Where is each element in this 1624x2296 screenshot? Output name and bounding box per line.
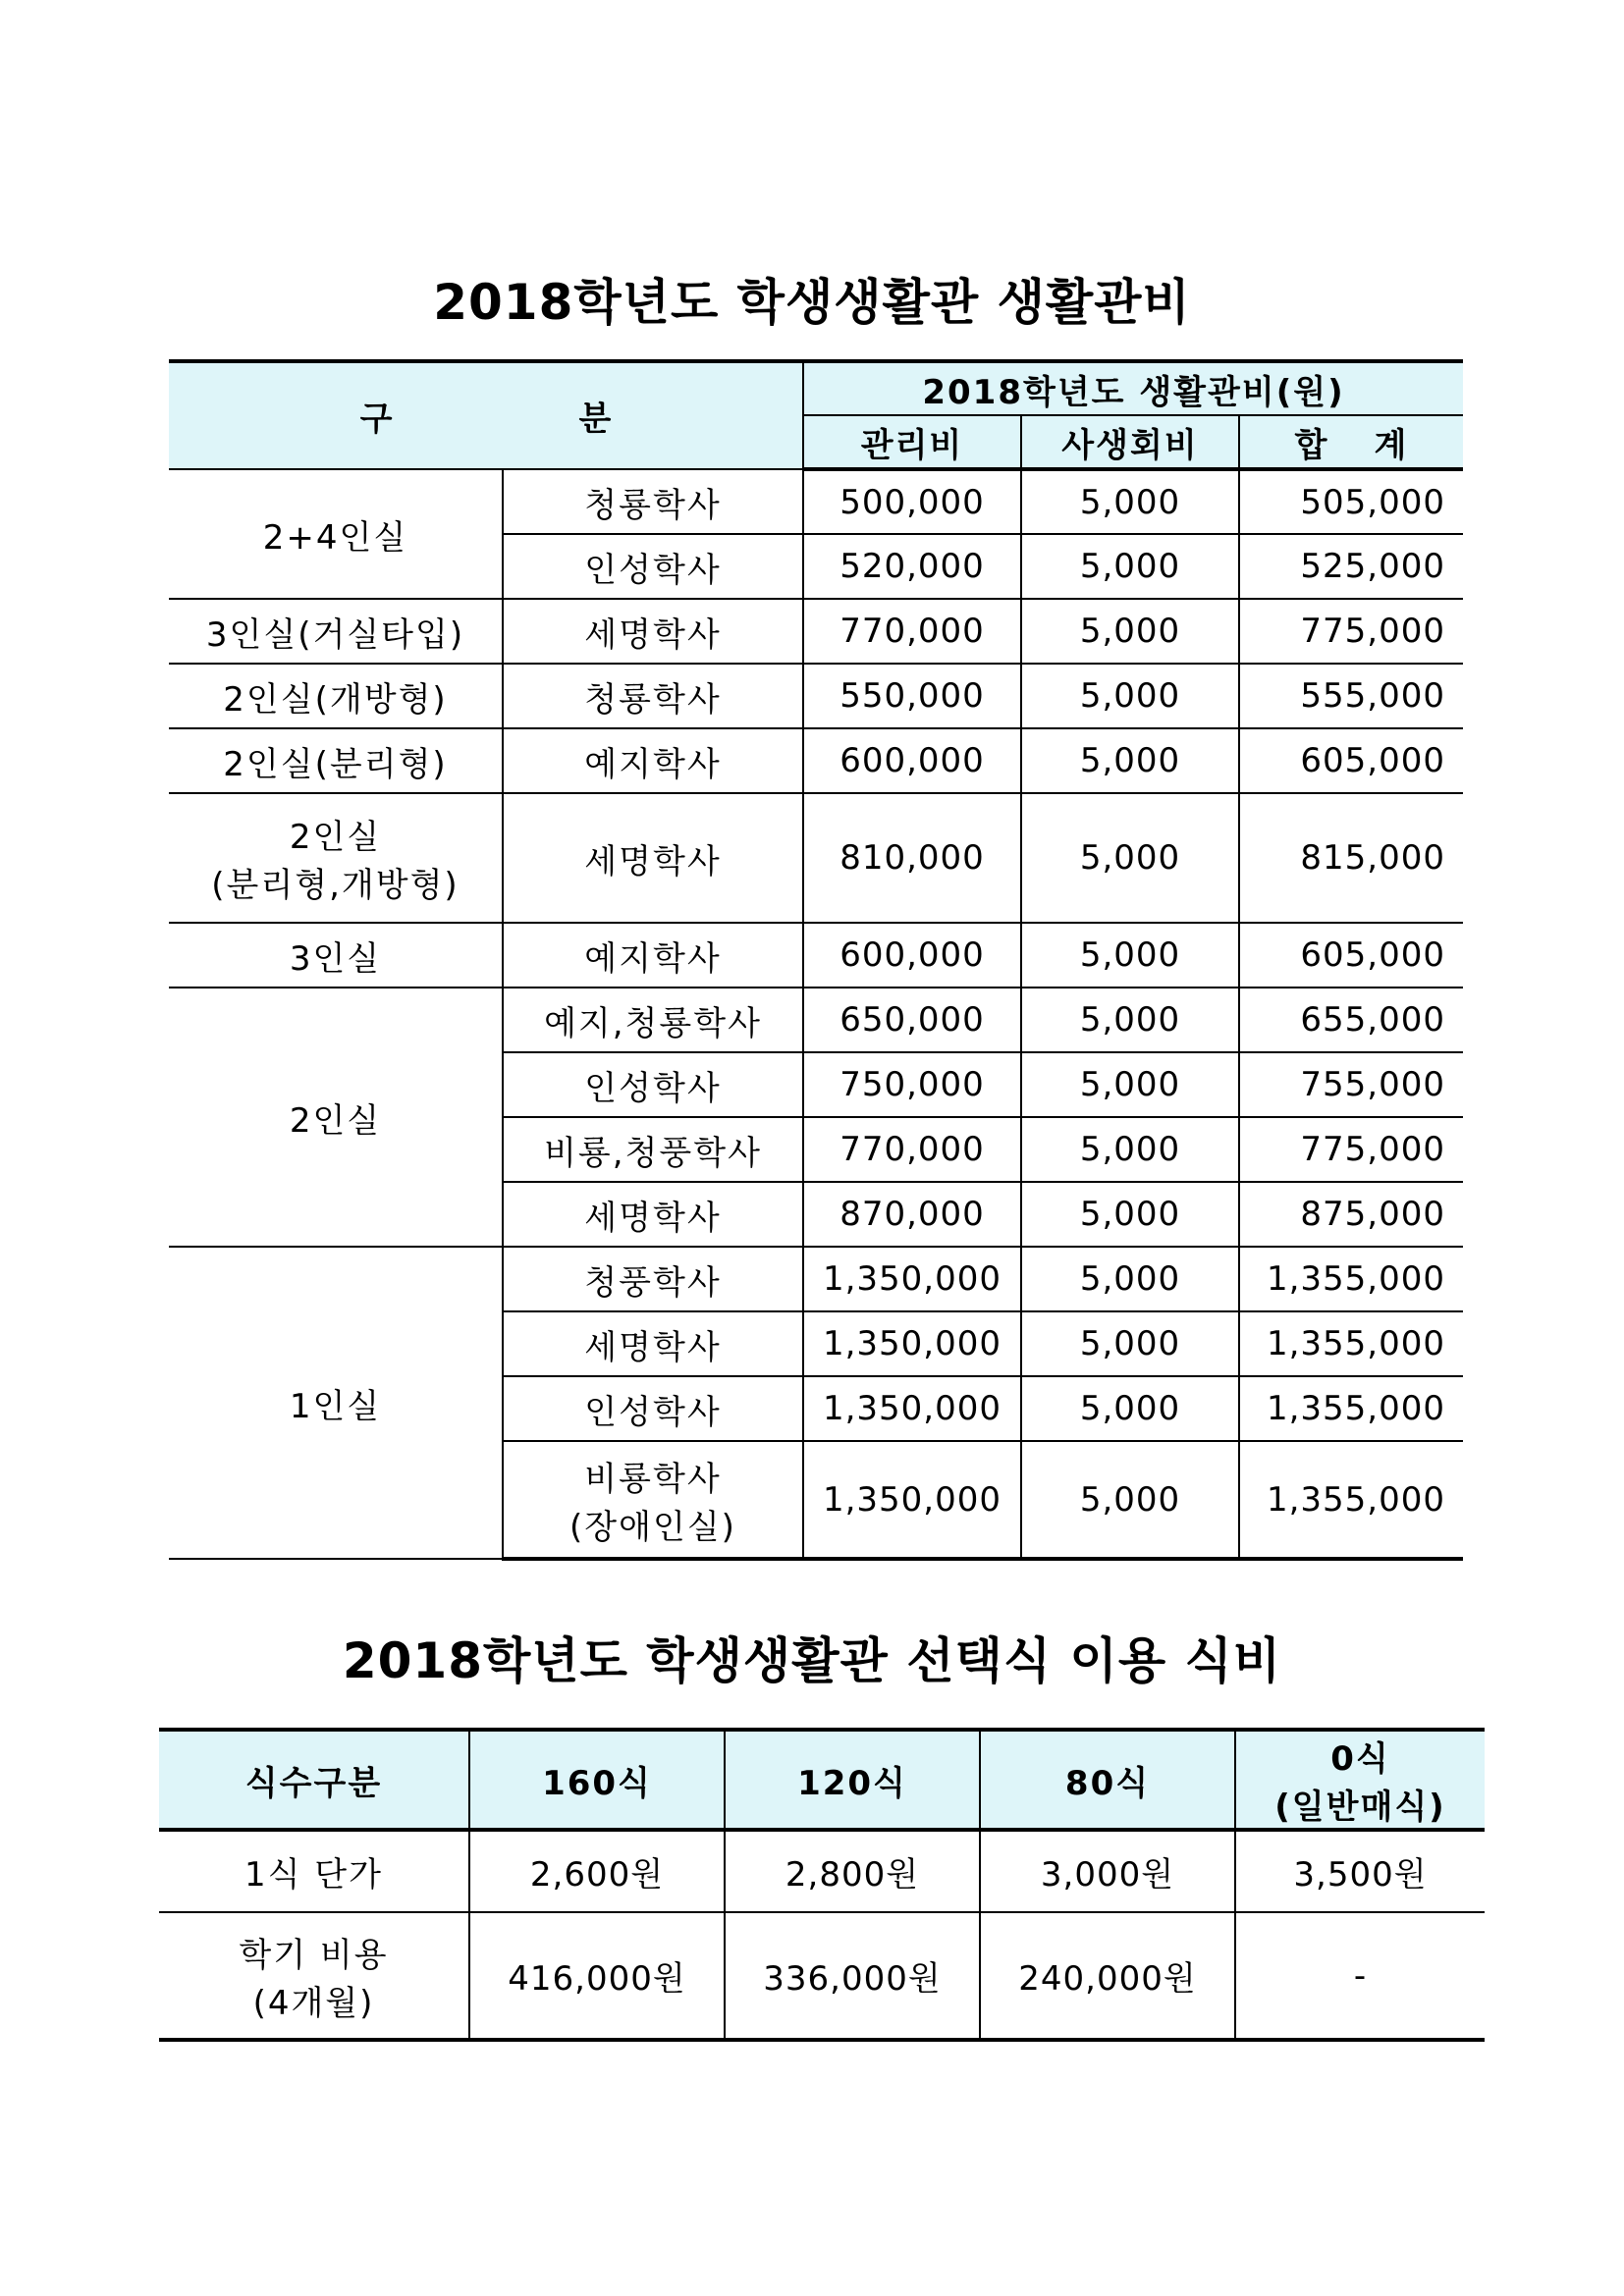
room-type: 1인실 <box>169 1247 503 1559</box>
table-row <box>169 923 1463 988</box>
total-fee: 1,355,000 <box>1239 1441 1463 1559</box>
header-160-meals: 160식 <box>469 1730 725 1830</box>
student-council-fee: 5,000 <box>1021 1182 1239 1247</box>
management-fee: 550,000 <box>803 664 1021 728</box>
room-type: 2인실 <box>169 988 503 1247</box>
meal-cost-table <box>159 1728 1485 2042</box>
header-category: 구 분 <box>169 361 803 469</box>
management-fee: 500,000 <box>803 469 1021 534</box>
student-council-fee: 5,000 <box>1021 1117 1239 1182</box>
total-fee: 525,000 <box>1239 534 1463 599</box>
header-0-meals: 0식 (일반매식) <box>1235 1730 1485 1830</box>
unit-price-120: 2,800원 <box>725 1830 980 1912</box>
total-fee: 1,355,000 <box>1239 1311 1463 1376</box>
unit-price-label: 1식 단가 <box>159 1830 469 1912</box>
total-fee: 505,000 <box>1239 469 1463 534</box>
table-row <box>169 664 1463 728</box>
table-row <box>169 599 1463 664</box>
room-type: 3인실 <box>169 923 503 988</box>
dorm-name: 예지,청룡학사 <box>503 988 803 1052</box>
dorm-name: 인성학사 <box>503 534 803 599</box>
semester-cost-160: 416,000원 <box>469 1912 725 2040</box>
dorm-name: 청풍학사 <box>503 1247 803 1311</box>
management-fee: 1,350,000 <box>803 1311 1021 1376</box>
management-fee: 1,350,000 <box>803 1376 1021 1441</box>
dormitory-fee-table <box>169 359 1463 1561</box>
header-fee-group: 2018학년도 생활관비(원) <box>803 361 1463 415</box>
dorm-name: 비룡,청풍학사 <box>503 1117 803 1182</box>
header-student-council-fee: 사생회비 <box>1021 415 1239 469</box>
semester-cost-120: 336,000원 <box>725 1912 980 2040</box>
management-fee: 600,000 <box>803 728 1021 793</box>
table-row <box>169 728 1463 793</box>
header-120-meals: 120식 <box>725 1730 980 1830</box>
dorm-name: 예지학사 <box>503 923 803 988</box>
dorm-name: 세명학사 <box>503 1311 803 1376</box>
student-council-fee: 5,000 <box>1021 469 1239 534</box>
total-fee: 655,000 <box>1239 988 1463 1052</box>
room-type: 2인실 (분리형,개방형) <box>169 793 503 923</box>
student-council-fee: 5,000 <box>1021 1311 1239 1376</box>
meal-table-title: 2018학년도 학생생활관 선택식 이용 식비 <box>342 1632 1282 1689</box>
room-type: 3인실(거실타입) <box>169 599 503 664</box>
dorm-name: 청룡학사 <box>503 469 803 534</box>
management-fee: 870,000 <box>803 1182 1021 1247</box>
table-row <box>159 1830 1485 1912</box>
total-fee: 815,000 <box>1239 793 1463 923</box>
total-fee: 1,355,000 <box>1239 1376 1463 1441</box>
table-row <box>159 1912 1485 2040</box>
unit-price-160: 2,600원 <box>469 1830 725 1912</box>
student-council-fee: 5,000 <box>1021 1441 1239 1559</box>
total-fee: 775,000 <box>1239 599 1463 664</box>
dorm-name: 예지학사 <box>503 728 803 793</box>
management-fee: 600,000 <box>803 923 1021 988</box>
student-council-fee: 5,000 <box>1021 1247 1239 1311</box>
student-council-fee: 5,000 <box>1021 534 1239 599</box>
fee-table-title: 2018학년도 학생생활관 생활관비 <box>433 274 1191 331</box>
header-80-meals: 80식 <box>980 1730 1235 1830</box>
dorm-name: 인성학사 <box>503 1052 803 1117</box>
semester-cost-80: 240,000원 <box>980 1912 1235 2040</box>
table-row <box>169 988 1463 1052</box>
management-fee: 770,000 <box>803 599 1021 664</box>
room-type: 2인실(분리형) <box>169 728 503 793</box>
room-type: 2+4인실 <box>169 469 503 599</box>
total-fee: 775,000 <box>1239 1117 1463 1182</box>
management-fee: 650,000 <box>803 988 1021 1052</box>
total-fee: 755,000 <box>1239 1052 1463 1117</box>
semester-cost-0: - <box>1235 1912 1485 2040</box>
student-council-fee: 5,000 <box>1021 728 1239 793</box>
unit-price-0: 3,500원 <box>1235 1830 1485 1912</box>
management-fee: 750,000 <box>803 1052 1021 1117</box>
total-fee: 555,000 <box>1239 664 1463 728</box>
dorm-name: 세명학사 <box>503 1182 803 1247</box>
dorm-name: 세명학사 <box>503 599 803 664</box>
header-total: 합 계 <box>1239 415 1463 469</box>
dorm-name: 인성학사 <box>503 1376 803 1441</box>
management-fee: 770,000 <box>803 1117 1021 1182</box>
management-fee: 810,000 <box>803 793 1021 923</box>
room-type: 2인실(개방형) <box>169 664 503 728</box>
total-fee: 1,355,000 <box>1239 1247 1463 1311</box>
table-row <box>169 1247 1463 1311</box>
total-fee: 605,000 <box>1239 728 1463 793</box>
table-row <box>169 793 1463 923</box>
total-fee: 875,000 <box>1239 1182 1463 1247</box>
student-council-fee: 5,000 <box>1021 1052 1239 1117</box>
dorm-name: 청룡학사 <box>503 664 803 728</box>
student-council-fee: 5,000 <box>1021 664 1239 728</box>
student-council-fee: 5,000 <box>1021 1376 1239 1441</box>
table-row <box>169 469 1463 534</box>
student-council-fee: 5,000 <box>1021 988 1239 1052</box>
student-council-fee: 5,000 <box>1021 793 1239 923</box>
student-council-fee: 5,000 <box>1021 923 1239 988</box>
unit-price-80: 3,000원 <box>980 1830 1235 1912</box>
total-fee: 605,000 <box>1239 923 1463 988</box>
management-fee: 520,000 <box>803 534 1021 599</box>
semester-cost-label: 학기 비용 (4개월) <box>159 1912 469 2040</box>
management-fee: 1,350,000 <box>803 1441 1021 1559</box>
header-meal-count-label: 식수구분 <box>159 1730 469 1830</box>
dorm-name: 세명학사 <box>503 793 803 923</box>
student-council-fee: 5,000 <box>1021 599 1239 664</box>
management-fee: 1,350,000 <box>803 1247 1021 1311</box>
header-management-fee: 관리비 <box>803 415 1021 469</box>
dorm-name: 비룡학사 (장애인실) <box>503 1441 803 1559</box>
